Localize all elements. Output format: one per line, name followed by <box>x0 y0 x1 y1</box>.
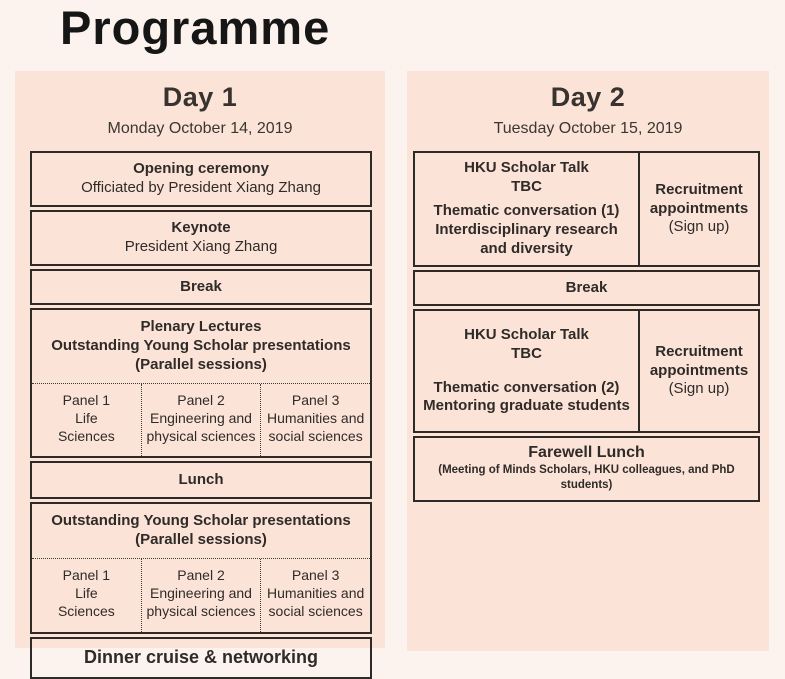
panel2-line2: physical sciences <box>146 603 256 620</box>
panel1-line1: Life <box>75 585 98 602</box>
panel2-name: Panel 2 <box>177 567 225 584</box>
morning-panel-3 <box>261 384 370 457</box>
session2-line3: Thematic conversation (2) <box>433 378 620 396</box>
opening-ceremony-box <box>30 151 372 207</box>
afternoon-line1: Outstanding Young Scholar presentations <box>51 512 351 530</box>
scholar-talk-1-cell <box>415 153 640 265</box>
plenary-lectures-header <box>32 310 370 383</box>
panel1-line2: Sciences <box>57 428 115 445</box>
opening-ceremony-title: Opening ceremony <box>133 160 269 178</box>
lunch-label: Lunch <box>178 470 224 488</box>
keynote-title: Keynote <box>171 219 231 237</box>
day1-break-label: Break <box>180 277 222 295</box>
morning-panel-2 <box>141 384 262 457</box>
plenary-line1: Plenary Lectures <box>140 318 262 335</box>
panel1-line2: Sciences <box>57 603 115 620</box>
scholar-talk-2-row <box>413 309 760 433</box>
panel2-name: Panel 2 <box>177 391 225 408</box>
session1-line2: TBC <box>511 177 542 195</box>
session2-line4: Mentoring graduate students <box>423 397 630 415</box>
session1-line5: and diversity <box>480 240 573 258</box>
panel3-line1: Humanities and <box>266 585 365 602</box>
farewell-lunch-box <box>413 436 760 502</box>
afternoon-panel-1 <box>32 559 141 632</box>
panel1-line1: Life <box>75 409 98 426</box>
afternoon-panel-2 <box>141 559 262 632</box>
recruitment-2-cell <box>640 311 758 431</box>
day2-heading: Day 2 <box>550 82 626 112</box>
recruitment-line3: (Sign up) <box>668 380 730 398</box>
day1-heading: Day 1 <box>162 82 238 112</box>
lunch-box <box>30 461 372 499</box>
day1-date: Monday October 14, 2019 <box>107 120 293 137</box>
scholar-talk-1-row <box>413 151 760 267</box>
panel2-line1: Engineering and <box>150 409 252 426</box>
session1-line3: Thematic conversation (1) <box>433 202 620 220</box>
panel1-name: Panel 1 <box>62 567 111 584</box>
morning-panel-1 <box>32 384 141 457</box>
session1-line1: HKU Scholar Talk <box>464 159 589 176</box>
morning-panel-row <box>32 383 370 457</box>
day2-date: Tuesday October 15, 2019 <box>493 120 683 137</box>
scholar-talk-2-cell <box>415 311 640 431</box>
dinner-cruise-label: Dinner cruise & networking <box>83 647 319 668</box>
plenary-line3: (Parallel sessions) <box>135 355 267 373</box>
farewell-lunch-title: Farewell Lunch <box>528 444 645 461</box>
panel3-name: Panel 3 <box>291 391 340 408</box>
session1-line4: Interdisciplinary research <box>435 221 618 239</box>
recruitment-line3: (Sign up) <box>668 218 730 236</box>
farewell-lunch-subtitle: (Meeting of Minds Scholars, HKU colleagues, and PhD students) <box>438 464 735 492</box>
panel3-line2: social sciences <box>268 603 363 620</box>
panel3-line2: social sciences <box>268 428 363 445</box>
afternoon-presentations-header <box>32 504 370 558</box>
recruitment-line2: appointments <box>649 199 749 217</box>
afternoon-panel-3 <box>261 559 370 632</box>
panel2-line1: Engineering and <box>150 585 252 602</box>
afternoon-presentations-box <box>30 502 372 633</box>
day1-schedule <box>30 151 372 679</box>
panel1-name: Panel 1 <box>62 391 111 408</box>
panel3-line1: Humanities and <box>266 409 365 426</box>
session2-line1: HKU Scholar Talk <box>464 325 589 343</box>
afternoon-panel-row <box>32 558 370 632</box>
panel3-name: Panel 3 <box>291 567 340 584</box>
panel2-line2: physical sciences <box>146 428 256 445</box>
plenary-lectures-box <box>30 308 372 458</box>
plenary-line2: Outstanding Young Scholar presentations <box>51 336 351 354</box>
recruitment-1-cell <box>640 153 758 265</box>
page-title: Programme <box>60 1 331 54</box>
afternoon-line2: (Parallel sessions) <box>135 531 267 549</box>
day2-panel <box>407 71 769 651</box>
day1-panel <box>15 71 385 668</box>
keynote-subtitle: President Xiang Zhang <box>124 238 278 255</box>
keynote-box <box>30 210 372 266</box>
session2-line2: TBC <box>511 344 542 362</box>
spacer <box>419 364 634 379</box>
recruitment-line1: Recruitment <box>655 180 743 198</box>
recruitment-line2: appointments <box>649 361 749 379</box>
recruitment-line1: Recruitment <box>655 342 743 360</box>
day2-break-label: Break <box>565 278 608 296</box>
day2-break-box <box>413 270 760 306</box>
day1-break-box <box>30 269 372 305</box>
opening-ceremony-subtitle: Officiated by President Xiang Zhang <box>81 179 321 196</box>
day2-schedule <box>413 151 760 502</box>
